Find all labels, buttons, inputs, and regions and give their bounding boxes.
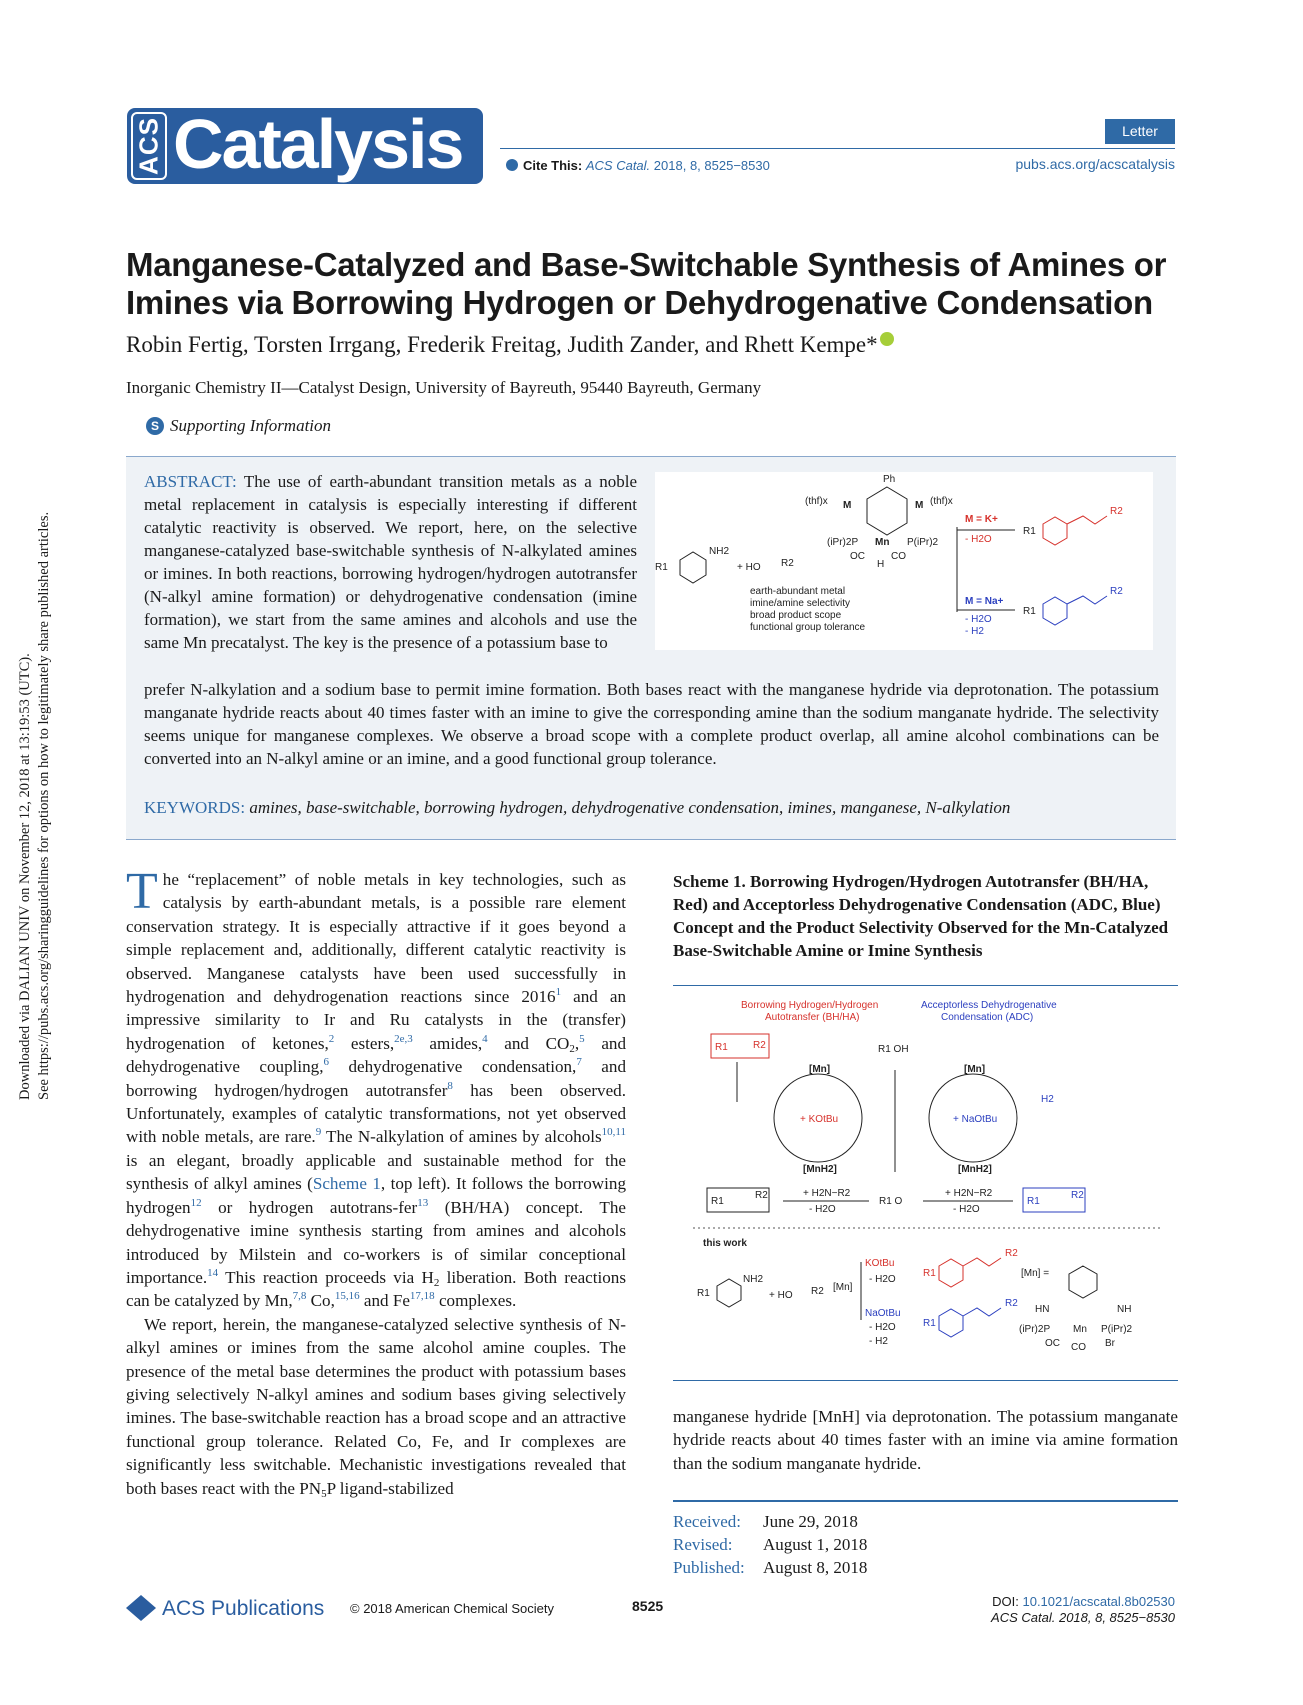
svg-text:[MnH2]: [MnH2] bbox=[958, 1164, 992, 1175]
svg-text:Br: Br bbox=[1105, 1338, 1115, 1349]
svg-text:(iPr)2P: (iPr)2P bbox=[827, 537, 859, 548]
svg-text:Acceptorless Dehydrogenative: Acceptorless Dehydrogenative bbox=[921, 1000, 1057, 1011]
svg-text:NH2: NH2 bbox=[743, 1274, 764, 1285]
history-received: Received: June 29, 2018 bbox=[673, 1512, 858, 1531]
svg-text:(thf)x: (thf)x bbox=[805, 496, 828, 507]
svg-text:- H2: - H2 bbox=[965, 626, 984, 637]
scheme-rule-top bbox=[673, 985, 1178, 986]
si-icon: S bbox=[146, 417, 164, 435]
svg-text:Autotransfer (BH/HA): Autotransfer (BH/HA) bbox=[765, 1012, 860, 1023]
toc-graphic bbox=[655, 472, 1153, 650]
body-column-right: manganese hydride [MnH] via deprotonation. The potassium manganate hydride reacts about 40 times faster with an imine via amine formation than the sodium manganate hydride. bbox=[673, 1407, 1178, 1473]
svg-text:R2: R2 bbox=[1005, 1298, 1018, 1309]
cite-ref[interactable]: 2018, 8, 8525−8530 bbox=[653, 158, 770, 173]
check-icon bbox=[506, 159, 518, 171]
download-notice-line2: See https://pubs.acs.org/sharingguidelines for options on how to legitimately share published articles. bbox=[36, 511, 52, 1100]
svg-text:this work: this work bbox=[703, 1238, 747, 1249]
abstract-text-full: prefer N-alkylation and a sodium base to permit imine formation. Both bases react with the manganese hydride via deprotonation. The potassium manganate hydride reacts about 40 times faster with an imine to give the corresponding amine than the sodium manganate hydride. The selectivity seems unique for manganese complexes. We observe a broad scope with a complete product overlap, all amine alcohol combinations can be converted into an N-alkyl amine or an imine, and a good functional group tolerance. bbox=[144, 680, 1159, 768]
svg-text:P(iPr)2: P(iPr)2 bbox=[907, 537, 939, 548]
svg-text:R2: R2 bbox=[1110, 506, 1123, 517]
svg-text:earth-abundant metal: earth-abundant metal bbox=[750, 586, 846, 597]
svg-text:P(iPr)2: P(iPr)2 bbox=[1101, 1324, 1133, 1335]
header-rule bbox=[500, 148, 1175, 149]
svg-text:Borrowing Hydrogen/Hydrogen: Borrowing Hydrogen/Hydrogen bbox=[741, 1000, 879, 1011]
svg-text:[MnH2]: [MnH2] bbox=[803, 1164, 837, 1175]
supporting-info-link[interactable]: S Supporting Information bbox=[146, 416, 331, 436]
doi-link[interactable]: 10.1021/acscatal.8b02530 bbox=[1022, 1594, 1175, 1609]
svg-text:- H2O: - H2O bbox=[965, 614, 992, 625]
orcid-icon[interactable] bbox=[880, 332, 894, 346]
svg-text:NaOtBu: NaOtBu bbox=[865, 1308, 901, 1319]
svg-text:R1: R1 bbox=[923, 1318, 936, 1329]
svg-text:R2: R2 bbox=[753, 1040, 766, 1051]
svg-text:R1: R1 bbox=[711, 1196, 724, 1207]
journal-logo[interactable] bbox=[127, 105, 483, 184]
svg-text:- H2O: - H2O bbox=[869, 1322, 896, 1333]
svg-text:H2: H2 bbox=[1041, 1094, 1054, 1105]
scheme-title: Scheme 1. Borrowing Hydrogen/Hydrogen Autotransfer (BH/HA, Red) and Acceptorless Dehydrogenative Condensation (ADC, Blue) Concept and the Product Selectivity Observed for the Mn-Catalyzed Base-Switchable Amine or Imine Synthesis bbox=[673, 872, 1169, 960]
svg-text:- H2O: - H2O bbox=[965, 534, 992, 545]
svg-text:- H2O: - H2O bbox=[869, 1274, 896, 1285]
keywords: KEYWORDS: amines, base-switchable, borrowing hydrogen, dehydrogenative condensation, imines, manganese, N-alkylation bbox=[144, 798, 1011, 817]
svg-text:+ HO: + HO bbox=[737, 562, 761, 573]
svg-text:[Mn]: [Mn] bbox=[809, 1064, 831, 1075]
svg-text:R2: R2 bbox=[1071, 1190, 1084, 1201]
svg-text:R1: R1 bbox=[1023, 606, 1036, 617]
svg-text:R2: R2 bbox=[755, 1190, 768, 1201]
body-column-left: The “replacement” of noble metals in key technologies, such as catalysis by earth-abundant metals, is a possible rare element conservation strategy. It is especially attractive if it goes beyond a simple replacement and, additionally, different catalytic reactivity is observed. Manganese catalysts have been used successfully in hydrogenation and dehydrogenation reactions since 2016$^1$ and an impressive similarity to Ir and Ru catalysts in the (transfer) hydrogenation of ketones,$^2$ esters,$^{2e,3}$ amides,$^4$ and $CO_2,^5$ and dehydrogenative coupling,$^6$ dehydrogenative condensation,$^7$ and borrowing hydrogen/hydrogen autotransfer$^8$ has been observed. Unfortunately, examples of catalytic transformations, not yet observed with noble metals, are rare.$^9$ The N-alkylation of amines by alcohols$^{10,11}$ is an elegant, broadly applicable and sustainable method for the synthesis of alkyl amines (Scheme 1, top left). It follows the borrowing hydrogen$^{12}$ or hydrogen autotrans-fer$^{13}$ (BH/HA) concept. The dehydrogenative imine synthesis starting from amines and alcohols introduced by Milstein and co-workers is of similar conceptional importance.$^{14}$ This reaction proceeds via $H_2$ liberation. Both reactions can be catalyzed by Mn,$^{7,8}$ Co,$^{15,16}$ and Fe$^{17,18}$ complexes. We report, herein, the manganese-catalyzed selective synthesis of N-alkyl amines or imines from the same alcohol amine couples. The presence of the metal base determines the product with potassium bases giving selectively N-alkyl amines and sodium bases giving selectively imines. The base-switchable reaction has a broad scope and an attractive functional group tolerance. Related Co, Fe, and Ir complexes are significantly less switchable. Mechanistic investigations revealed that both bases react with the $PN_5P$ ligand-stabilized bbox=[126, 863, 627, 1500]
svg-text:R1: R1 bbox=[715, 1042, 728, 1053]
svg-text:R1 O: R1 O bbox=[879, 1196, 903, 1207]
svg-text:HN: HN bbox=[1035, 1304, 1050, 1315]
history-revised: Revised: August 1, 2018 bbox=[673, 1535, 868, 1554]
abstract-label: ABSTRACT: bbox=[144, 472, 237, 491]
svg-text:R1: R1 bbox=[1027, 1196, 1040, 1207]
svg-text:+ H2N−R2: + H2N−R2 bbox=[945, 1188, 993, 1199]
footer-citation: ACS Catal. 2018, 8, 8525−8530 bbox=[991, 1610, 1175, 1625]
cite-this[interactable] bbox=[506, 158, 770, 173]
svg-text:Condensation (ADC): Condensation (ADC) bbox=[941, 1012, 1034, 1023]
acs-publications-icon bbox=[126, 1595, 156, 1621]
journal-site-link[interactable]: pubs.acs.org/acscatalysis bbox=[1015, 156, 1175, 172]
svg-text:KOtBu: KOtBu bbox=[865, 1258, 895, 1269]
history-published: Published: August 8, 2018 bbox=[673, 1558, 868, 1577]
svg-text:broad product scope: broad product scope bbox=[750, 610, 842, 621]
svg-text:R1: R1 bbox=[655, 562, 668, 573]
keywords-list: amines, base-switchable, borrowing hydrogen, dehydrogenative condensation, imines, manganese, N-alkylation bbox=[249, 798, 1011, 817]
scheme-link[interactable]: Scheme 1 bbox=[312, 1174, 381, 1194]
svg-text:OC: OC bbox=[850, 551, 865, 562]
author-list: Robin Fertig, Torsten Irrgang, Frederik Freitag, Judith Zander, and Rhett Kempe* bbox=[126, 332, 894, 358]
svg-text:NH: NH bbox=[1117, 1304, 1132, 1315]
toc-ph: Ph bbox=[883, 474, 896, 485]
page-number: 8525 bbox=[632, 1598, 664, 1614]
svg-text:Mn: Mn bbox=[1073, 1324, 1087, 1335]
cite-journal[interactable]: ACS Catal. bbox=[585, 158, 651, 173]
svg-text:CO: CO bbox=[891, 551, 906, 562]
svg-text:H: H bbox=[877, 559, 885, 570]
svg-text:(iPr)2P: (iPr)2P bbox=[1019, 1324, 1051, 1335]
svg-text:(thf)x: (thf)x bbox=[930, 496, 953, 507]
svg-text:R2: R2 bbox=[781, 558, 794, 569]
acs-badge: ACS bbox=[131, 112, 167, 180]
svg-text:+ HO: + HO bbox=[769, 1290, 793, 1301]
svg-text:M = Na+: M = Na+ bbox=[965, 596, 1004, 607]
svg-text:R2: R2 bbox=[1005, 1248, 1018, 1259]
svg-text:R2: R2 bbox=[811, 1286, 824, 1297]
article-type-tag: Letter bbox=[1105, 119, 1175, 144]
affiliation: Inorganic Chemistry II—Catalyst Design, University of Bayreuth, 95440 Bayreuth, Germany bbox=[126, 378, 762, 397]
svg-text:[Mn] =: [Mn] = bbox=[1021, 1268, 1050, 1279]
download-notice bbox=[16, 400, 54, 1100]
svg-text:Mn: Mn bbox=[875, 537, 890, 548]
svg-text:M: M bbox=[915, 500, 924, 511]
svg-text:[Mn]: [Mn] bbox=[833, 1282, 853, 1293]
svg-text:R1: R1 bbox=[923, 1268, 936, 1279]
svg-text:+ H2N−R2: + H2N−R2 bbox=[803, 1188, 851, 1199]
svg-text:+ KOtBu: + KOtBu bbox=[800, 1114, 839, 1125]
svg-text:M: M bbox=[843, 500, 852, 511]
svg-text:R1: R1 bbox=[697, 1288, 710, 1299]
svg-text:R1 OH: R1 OH bbox=[878, 1044, 909, 1055]
doi-block: DOI: 10.1021/acscatal.8b02530 ACS Catal. 2018, 8, 8525−8530 bbox=[991, 1594, 1175, 1625]
svg-text:[Mn]: [Mn] bbox=[964, 1064, 986, 1075]
svg-text:CO: CO bbox=[1071, 1342, 1086, 1353]
svg-text:functional group tolerance: functional group tolerance bbox=[750, 622, 866, 633]
svg-text:M = K+: M = K+ bbox=[965, 514, 998, 525]
article-title: Manganese-Catalyzed and Base-Switchable Synthesis of Amines or Imines via Borrowing Hydrogen or Dehydrogenative Condensation bbox=[126, 246, 1167, 321]
abstract-text-left: ABSTRACT: The use of earth-abundant transition metals as a noble metal replacement in catalysis is especially interesting if different catalytic reactivity is observed. We report, here, on the selective manganese-catalyzed base-switchable synthesis of N-alkylated amines or imines. In both reactions, borrowing hydrogen/hydrogen autotransfer (N-alkyl amine formation) or dehydrogenative condensation (imine formation), we start from the same amines and alcohols and use the same Mn precatalyst. The key is the presence of a potassium base to bbox=[144, 472, 637, 652]
svg-text:R2: R2 bbox=[1110, 586, 1123, 597]
svg-text:- H2: - H2 bbox=[869, 1336, 888, 1347]
acs-publications-logo[interactable]: ACS Publications bbox=[126, 1595, 324, 1621]
scheme-graphic bbox=[673, 990, 1178, 1375]
copyright: © 2018 American Chemical Society bbox=[350, 1601, 554, 1616]
logo-name: Catalysis bbox=[173, 105, 463, 183]
svg-text:R1: R1 bbox=[1023, 526, 1036, 537]
svg-text:- H2O: - H2O bbox=[953, 1204, 980, 1215]
article-history bbox=[673, 1500, 1178, 1579]
drop-cap: T bbox=[126, 863, 158, 920]
cite-label: Cite This: bbox=[523, 158, 583, 173]
download-notice-line1: Downloaded via DALIAN UNIV on November 12, 2018 at 13:19:53 (UTC). bbox=[17, 653, 33, 1100]
svg-text:+ NaOtBu: + NaOtBu bbox=[953, 1114, 998, 1125]
svg-text:NH2: NH2 bbox=[709, 546, 730, 557]
scheme-rule-bottom bbox=[673, 1380, 1178, 1381]
svg-text:- H2O: - H2O bbox=[809, 1204, 836, 1215]
svg-text:OC: OC bbox=[1045, 1338, 1060, 1349]
svg-text:imine/amine selectivity: imine/amine selectivity bbox=[750, 598, 851, 609]
